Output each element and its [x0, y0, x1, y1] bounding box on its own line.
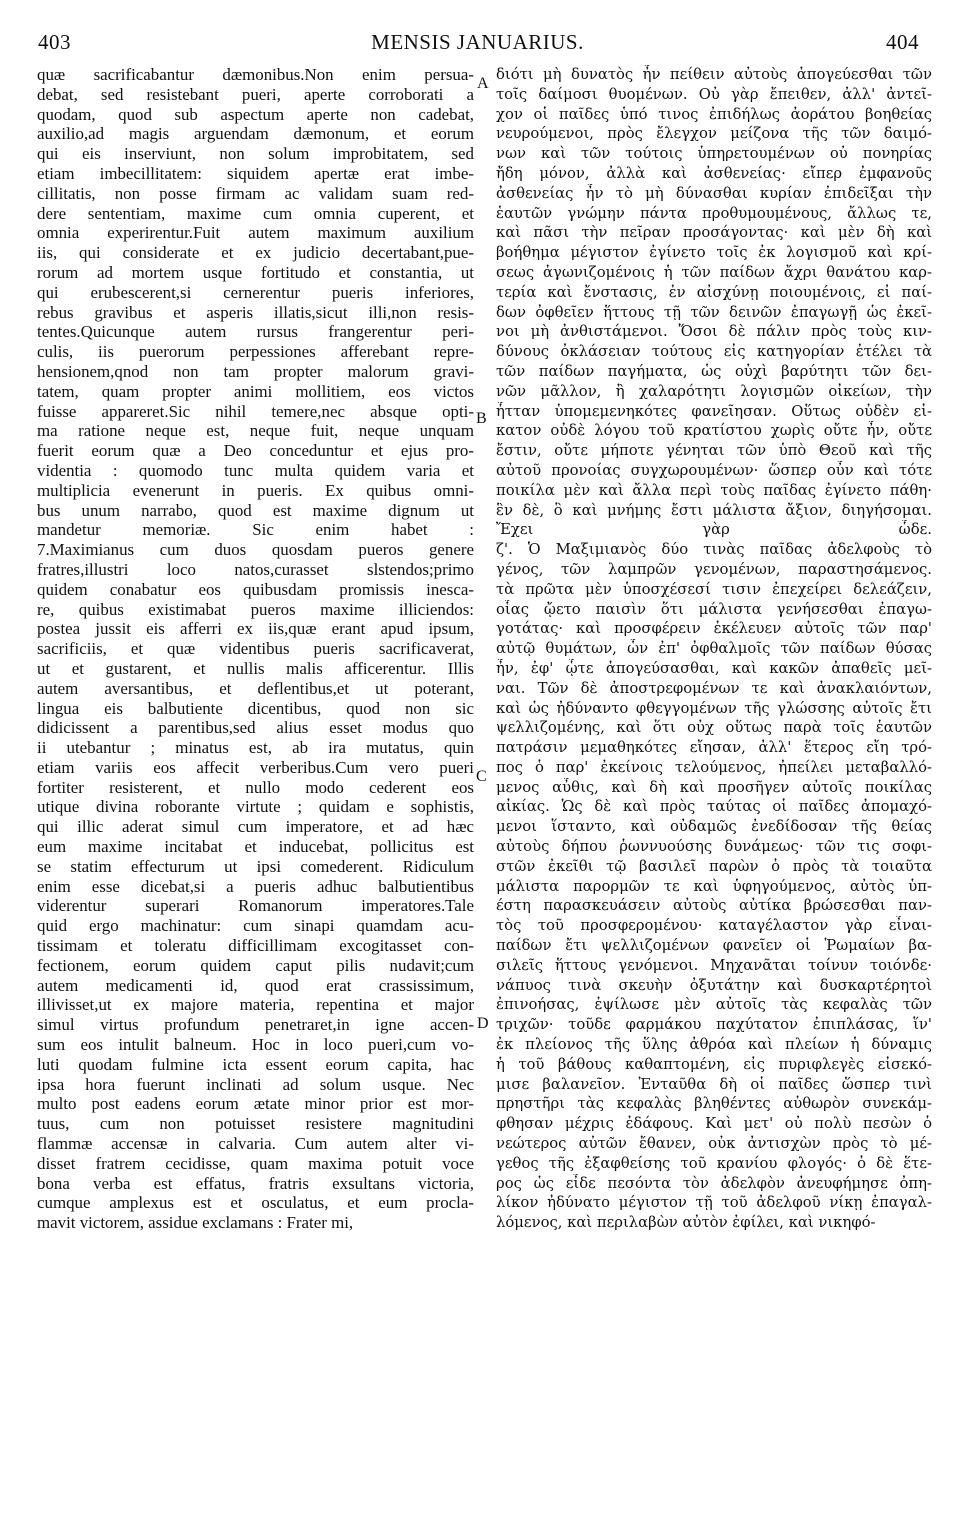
latin-text-line: autem medicamenti id, quod erat crassissimum, — [37, 975, 474, 995]
greek-text-line: λίκον ἠδύνατο μέγιστον τῇ τοῦ ἀδελφοῦ νίκῃ ἐπαγαλ- — [496, 1194, 932, 1212]
latin-text-line: rebus gravibus et asperis illatis,sicut illi,non resis- — [37, 302, 474, 322]
latin-text-line: quidem conabatur eos quibusdam promissis inesca- — [37, 579, 474, 599]
greek-text-line: ἀσθενείας ἦν τὸ μὴ δύνασθαι κυρίαν ἐπιδεῖξαι τὴν — [496, 184, 932, 202]
latin-text-line: dere sententiam, maxime cum omnia cuperent, et — [37, 203, 474, 223]
latin-text-line: ipsa hora fuerunt inclinati ad solum usque. Nec — [37, 1074, 474, 1094]
latin-text-line: fuisse appareret.Sic nihil temere,nec absque opti- — [37, 401, 474, 421]
latin-text-line: eum maxime incitabat et inducebat, pollicitus est — [37, 837, 474, 857]
greek-text-line: δύνους ὀκλάσειαν τούτους εἰς κατηγορίαν ἐτέλει τὰ — [496, 343, 932, 361]
latin-text-line: autem aversantibus, et deflentibus,et ut poterant, — [37, 678, 474, 698]
greek-text-line: λόμενος, καὶ περιλαβὼν αὐτὸν ἐφίλει, καὶ νικηφό- — [496, 1214, 876, 1232]
page-header — [30, 30, 925, 60]
greek-text-line: βοήθημα μέγιστον ἐγίνετο τοῖς ἐκ λογισμοῦ καὶ κρί- — [496, 244, 932, 262]
greek-text-line: ἤδη μόνον, ἀλλὰ καὶ ἀσθενείας· εἴπερ ἐμφανοῦς — [496, 164, 932, 182]
greek-text-line: τῶν παίδων παγήματα, ὡς οὐχὶ βαρύτητι τῶν δει- — [496, 362, 932, 380]
greek-text-line: Ἔχει γὰρ ὧδε. — [496, 521, 932, 539]
greek-text-line: ρος ὡς εἶδε πεσόντα τὸν ἀδελφὸν ἀνευφήμησε ὀπη- — [496, 1174, 932, 1192]
latin-text-line: qui eis inserviunt, non solum improbitatem, sed — [37, 144, 474, 164]
greek-text-line: τριχῶν· τοῦδε φαρμάκου παχύτατον ἐπιπλάσας, ἵν' — [496, 1016, 932, 1034]
greek-text-line: ψελλιζομένης, καὶ ὅτι οὐχ οὕτως παρὰ τοῖς ἑαυτῶν — [496, 719, 932, 737]
latin-text-line: quæ sacrificabantur dæmonibus.Non enim persua- — [37, 65, 474, 84]
section-marker-c: C — [476, 768, 487, 785]
greek-text-line: παίδων ἔτι ψελλιζομένων φανεῖεν οἱ Ῥωμαίων βα- — [496, 937, 932, 955]
greek-text-line: νεώτερος αὐτῶν ἔθανεν, οὐκ ἀντισχὼν πρὸς τὸ μέ- — [496, 1135, 932, 1153]
latin-text-line: cumque amplexus est et osculatus, et eum procla- — [37, 1193, 474, 1213]
latin-text-line: quodam, quod sub aspectum aperte non cadebat, — [37, 104, 474, 124]
greek-text-line: ἐπινοήσας, ἐψίλωσε μὲν αὐτοῖς τὰς κεφαλὰς τῶν — [496, 996, 932, 1014]
latin-text-line: etiam imbecillitatem: siquidem apertæ erat imbe- — [37, 163, 474, 183]
latin-text-line: tissimam et toleratu difficillimam excogitasset con- — [37, 936, 474, 956]
greek-text-line: δων ὀφθεῖεν ἥττους τῇ τῶν δεινῶν ἐπαγωγῇ ὡς ἐκεῖ- — [496, 303, 932, 321]
latin-text-line: mavit victorem, assidue exclamans : Frater mi, — [37, 1213, 354, 1233]
latin-text-line: didicissent a parentibus,sed alius esset modus quo — [37, 718, 474, 738]
latin-text-line: videntia : quomodo tunc multa quidem varia et — [37, 460, 474, 480]
latin-text-line: illivisset,ut ex majore materia, repentina et major — [37, 995, 474, 1015]
greek-text-line: σεως ἀγωνιζομένοις ἡ τῶν παίδων ἄχρι θανάτου καρ- — [496, 263, 932, 281]
section-marker-a: A — [477, 75, 489, 92]
greek-text-line: χον οἱ παῖδες ὑπό τινος ἐπιδήλως ἀοράτου βοηθείας — [496, 105, 932, 123]
latin-text-line: qui illic aderat simul cum imperatore, et ad hæc — [37, 817, 474, 837]
section-marker-d: D — [477, 1015, 489, 1032]
running-title: MENSIS JANUARIUS. — [371, 30, 584, 54]
latin-text-line: cillitatis, non posse firmam ac validam suam red- — [37, 183, 474, 203]
greek-text-line: διότι μὴ δυνατὸς ἦν πείθειν αὐτοὺς ἀπογεύεσθαι τῶν — [496, 66, 932, 83]
latin-text-line: etiam variis eos affecit verberibus.Cum vero pueri — [37, 757, 474, 777]
latin-text-line: debat, sed resistebant pueri, aperte corroborati a — [37, 84, 474, 104]
greek-text-line: οἷας ᾤετο παισὶν ὅτι μάλιστα γενήσεσθαι ἐπαγω- — [496, 600, 932, 618]
greek-text-line: νων καὶ τῶν τούτοις ὑπηρετουμένων οὐ πονηρίας — [496, 145, 932, 163]
latin-text-line: sum eos intulit balneum. Hoc in loco pueri,cum vo- — [37, 1035, 474, 1055]
greek-text-line: τοῖς δαίμοσι θυομένων. Οὐ γὰρ ἔπειθεν, ἀλλ' ἀντεῖ- — [496, 85, 932, 103]
latin-text-line: multo post eadens eorum ætate minor prior est mor- — [37, 1094, 474, 1114]
greek-text-line: νάπυος τινὰ σκευὴν ὀξυτάτην καὶ δυσκαρτέρητοὶ — [496, 976, 932, 994]
latin-text-line: fratres,illustri loco natos,curasset slstendos;primo — [37, 559, 474, 579]
greek-text-line: τερία καὶ ἔνστασις, ἐν αἰσχύνῃ ποιουμένοις, εἰ παί- — [496, 283, 932, 301]
greek-text-line: πος ὁ παρ' ἐκείνοις τελούμενος, ἠπείλει μεταβαλλό- — [496, 758, 932, 776]
greek-text-line: αὐτοὺς δήπου ῥωννυούσης δυνάμεως· τῶν τις σοφι- — [496, 838, 932, 856]
latin-text-line: enim esse dicebat,si a pueris adhuc balbutientibus — [37, 876, 474, 896]
greek-text-line: αὐτοῦ προνοίας συγχωρουμένων· ὥσπερ οὖν καὶ τότε — [496, 461, 932, 479]
latin-text-line: multiplicia evenerunt in pueris. Ex quibus omni- — [37, 480, 474, 500]
latin-column — [37, 65, 474, 1233]
latin-text-line: tentes.Quicunque autem rursus frangerentur peri- — [37, 322, 474, 342]
latin-text-line: se statim effecturum ut ipsi comederent. Ridiculum — [37, 856, 474, 876]
latin-text-line: omnia experirentur.Fuit autem maximum auxilium — [37, 223, 474, 243]
greek-text-line: καὶ ὡς ἠδύναντο φθεγγομένων τῆς γλώσσης αὐτοῖς ἔτι — [496, 699, 932, 717]
latin-text-line: auxilio,ad magis arguendam dæmonum, et eorum — [37, 124, 474, 144]
latin-text-line: viderentur superari Romanorum imperatores.Tale — [37, 896, 474, 916]
greek-text-line: πρηστῆρι τὰς κεφαλὰς βληθέντες αὐθωρὸν συνεκάμ- — [496, 1095, 932, 1113]
greek-text-line: ἐκ πλείονος τῆς ὕλης ἀθρόα καὶ πλείων ἡ δύναμις — [496, 1036, 932, 1054]
greek-text-line: σιλεῖς ἥττους γενόμενοι. Μηχανᾶται τοίνυν τοιόνδε· — [496, 956, 932, 974]
greek-text-line: ποικίλα μὲν καὶ ἄλλα περὶ τοὺς παῖδας ἐγίνετο πάθη· — [496, 481, 932, 499]
greek-text-line: καὶ πᾶσι τὴν πεῖραν προσάγοντας· καὶ μὲν δὴ καὶ — [496, 224, 932, 242]
greek-text-line: κατον οὐδὲ λόγου τοῦ κρατίστου χωρὶς οὔτε ἦν, οὔτε — [496, 422, 932, 440]
greek-text-line: μενοι ἵσταντο, καὶ οὐδαμῶς ἐνεδίδοσαν τῆς θείας — [496, 818, 932, 836]
greek-text-line: γένος, τῶν λαμπρῶν γενομένων, παραστησάμενος. — [496, 560, 932, 578]
greek-text-line: αὐτῷ θυμάτων, ὧν ἐπ' ὀφθαλμοῖς τῶν παίδων θύσας — [496, 640, 932, 658]
latin-text-line: ut et gustarent, et nullis malis afficerentur. Illis — [37, 658, 474, 678]
latin-text-line: mandetur memoriæ. Sic enim habet : — [37, 520, 474, 540]
section-marker-b: B — [476, 410, 487, 427]
greek-text-line: νευρούμενοι, πρὸς ἔλεγχον μείζονα τῆς τῶν δαιμό- — [496, 125, 932, 143]
latin-text-line: ii utebantur ; minatus est, ab ira mutatus, quin — [37, 738, 474, 758]
latin-text-line: ma ratione neque est, neque fuit, neque unquam — [37, 421, 474, 441]
greek-text-line: μισε βαλανεῖον. Ἐνταῦθα δὴ οἱ παῖδες ὥσπερ τινὶ — [496, 1075, 932, 1093]
greek-text-line: ἓν δὲ, ὃ καὶ μνήμης ἔστι μάλιστα ἄξιον, διηγήσομαι. — [496, 501, 932, 519]
greek-text-line: ἔστιν, οὔτε μήποτε γένηται τῶν ὑπὸ Θεοῦ καὶ τῆς — [496, 442, 932, 460]
latin-text-line: iis, qui considerate et ex judicio decertabant,pue- — [37, 243, 474, 263]
latin-text-line: fectionem, eorum quidem caput pilis nudavit;cum — [37, 955, 474, 975]
latin-text-line: sacrificiis, et quæ videntibus pueris sacrificaverat, — [37, 639, 474, 659]
greek-text-line: πατράσιν μεμαθηκότες εἴησαν, ἀλλ' ἕτερος εἴη τρό- — [496, 739, 932, 757]
latin-text-line: postea jussit eis afferri ex iis,quæ erant apud ipsum, — [37, 619, 474, 639]
greek-text-line: γοτάτας· καὶ προσφέρειν ἐκέλευεν αὐτοῖς τῶν παρ' — [496, 620, 932, 638]
greek-text-line: ἑαυτῶν γνώμην πάντα προθυμουμένους, ἄλλως τε, — [496, 204, 932, 222]
latin-text-line: qui erubescerent,si cernerentur pueris inferiores, — [37, 282, 474, 302]
greek-text-line: ναι. Τῶν δὲ ἀποστρεφομένων τε καὶ ἀνακλαιόντων, — [496, 679, 932, 697]
latin-text-line: utique divina roborante virtute ; quidam e sophistis, — [37, 797, 474, 817]
latin-text-line: simul virtus profundum penetraret,in igne accen- — [37, 1015, 474, 1035]
greek-column — [496, 65, 932, 1233]
latin-text-line: fortiter resisterent, et nullo modo cederent eos — [37, 777, 474, 797]
latin-text-line: bus unum narrabo, quod est maxime dignum ut — [37, 500, 474, 520]
greek-text-line: νῶν μᾶλλον, ἢ χαλαρότητι λογισμῶν οἰκείων, τὴν — [496, 382, 932, 400]
greek-text-line: μενος αὖθις, καὶ δὴ καὶ προσῆγεν αὐτοῖς ποικίλας — [496, 778, 932, 796]
latin-text-line: luti quodam fulmine icta essent eorum capita, hac — [37, 1054, 474, 1074]
latin-text-line: hensionem,qnod non tam propter malorum gravi- — [37, 361, 474, 381]
latin-text-line: bona verba est effatus, fratris exsultans victoria, — [37, 1173, 474, 1193]
latin-text-line: disset fratrem cecidisse, quam maxima potuit voce — [37, 1153, 474, 1173]
page-number-left: 403 — [38, 30, 71, 54]
greek-text-line: γεθος τῆς ἐξαφθείσης τοῦ κρανίου φλογός· ὁ δὲ ἕτε- — [496, 1154, 932, 1172]
greek-text-line: ἧτταν ὑπομεμενηκότες φανεῖησαν. Οὕτως οὐδὲν εἰ- — [496, 402, 932, 420]
latin-text-line: tatem, quam propter animi mollitiem, eos victos — [37, 381, 474, 401]
latin-text-line: re, quibus existimabat pueros maxime illiciendos: — [37, 599, 474, 619]
greek-text-line: φθησαν μέχρις ἐδάφους. Καὶ μετ' οὐ πολὺ πεσὼν ὁ — [496, 1115, 932, 1133]
greek-text-line: αἰκίας. Ὡς δὲ καὶ πρὸς ταύτας οἱ παῖδες ἀπομαχό- — [496, 798, 932, 816]
latin-text-line: culis, iis puerorum perpessiones afferebant repre- — [37, 342, 474, 362]
greek-text-line: τὰ πρῶτα μὲν ὑποσχέσεσί τισιν ἐπεχείρει δελεάζειν, — [496, 580, 932, 598]
page-number-right: 404 — [886, 30, 919, 54]
latin-text-line: tuus, cum non potuisset resistere magnitudini — [37, 1114, 474, 1134]
greek-text-line: ζ'. Ὁ Μαξιμιανὸς δύο τινὰς παῖδας ἀδελφοὺς τὸ — [496, 541, 932, 559]
latin-text-line: 7.Maximianus cum duos quosdam pueros genere — [37, 540, 474, 560]
greek-text-line: τὸς τοῦ προσφερομένου· καταγέλαστον γὰρ εἶναι- — [496, 917, 932, 935]
latin-text-line: lingua eis balbutiente dicentibus, quod non sic — [37, 698, 474, 718]
latin-text-line: fuerit eorum quæ a Deo conceduntur et ejus pro- — [37, 441, 474, 461]
greek-text-line: ἡ τοῦ βάθους καθαπτομένη, εἰς πυριφλεγὲς εἰσεκό- — [496, 1055, 932, 1073]
greek-text-line: στῶν ἐκεῖθι τῷ βασιλεῖ παρὼν ὁ πρὸς τὰ τοιαῦτα — [496, 857, 932, 875]
greek-text-line: έστη παρασκευάσειν αὐτοὺς αὐτίκα βρώσεσθαι παν- — [496, 897, 932, 915]
greek-text-line: ἦν, ἐφ' ᾧτε ἀπογεύσασθαι, καὶ κακῶν ἀπαθεῖς μεῖ- — [496, 659, 932, 677]
latin-text-line: rorum ad mortem usque fortitudo et constantia, ut — [37, 262, 474, 282]
greek-text-line: νοι μὴ ἀνθιστάμενοι. Ὅσοι δὲ πάλιν πρὸς τοὺς κιν- — [496, 323, 932, 341]
greek-text-line: μάλιστα παρορμῶν τε καὶ ὑφηγούμενος, αὐτὸς ὑπ- — [496, 877, 932, 895]
latin-text-line: quid ergo machinatur: cum sinapi quamdam acu- — [37, 916, 474, 936]
latin-text-line: flammæ accensæ in calvaria. Cum autem alter vi- — [37, 1134, 474, 1154]
